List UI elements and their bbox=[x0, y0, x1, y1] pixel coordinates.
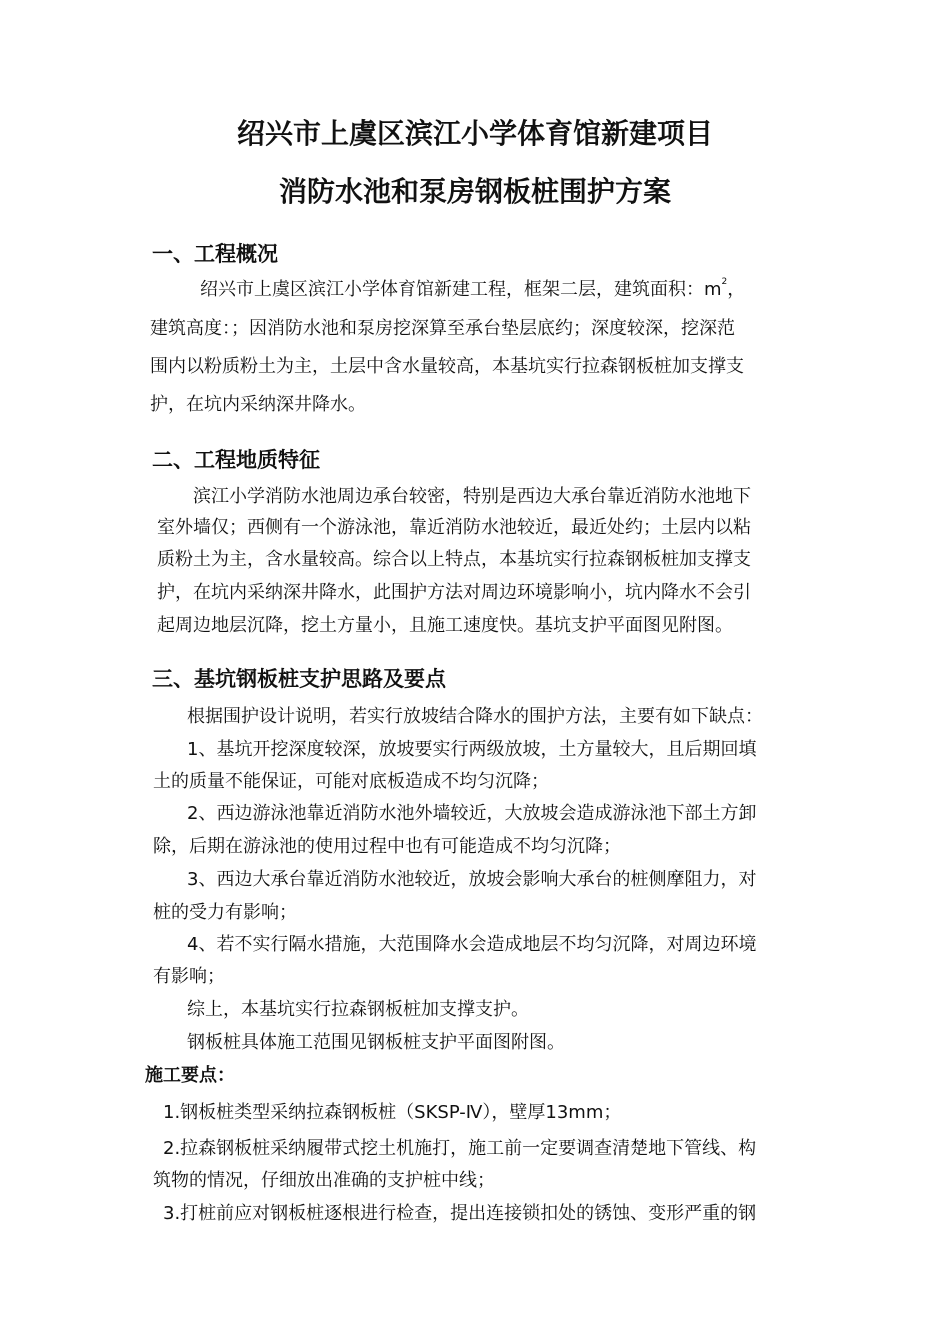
construction-point-2: 2.拉森钢板桩采纳履带式挖土机施打，施工前一定要调查清楚地下管线、构 bbox=[163, 1138, 757, 1159]
section-2-heading: 二、工程地质特征 bbox=[152, 448, 320, 472]
section-2-line-3: 质粉土为主，含水量较高。综合以上特点，本基坑实行拉森钢板桩加支撑支 bbox=[157, 549, 751, 570]
section-3-line-2: 1、基坑开挖深度较深，放坡要实行两级放坡，土方量较大，且后期回填 bbox=[187, 739, 757, 760]
section-3-line-8: 4、若不实行隔水措施，大范围降水会造成地层不均匀沉降，对周边环境 bbox=[187, 934, 757, 955]
construction-points-heading: 施工要点： bbox=[145, 1065, 235, 1086]
section-1-heading: 一、工程概况 bbox=[152, 242, 278, 266]
section-1-line-2: 建筑高度：；因消防水池和泵房挖深算至承台垫层底约；深度较深，挖深范 bbox=[150, 318, 735, 339]
superscript-2: 2 bbox=[721, 277, 728, 287]
section-1-line-3: 围内以粉质粉土为主，土层中含水量较高，本基坑实行拉森钢板桩加支撑支 bbox=[150, 356, 744, 377]
section-3-line-6: 3、西边大承台靠近消防水池较近，放坡会影响大承台的桩侧摩阻力，对 bbox=[187, 869, 757, 890]
section-3-line-3: 土的质量不能保证，可能对底板造成不均匀沉降； bbox=[153, 771, 549, 792]
section-2-line-1: 滨江小学消防水池周边承台较密，特别是西边大承台靠近消防水池地下 bbox=[193, 486, 751, 507]
section-3-line-1: 根据围护设计说明，若实行放坡结合降水的围护方法，主要有如下缺点： bbox=[187, 706, 763, 727]
section-1-line-4: 护，在坑内采纳深井降水。 bbox=[150, 394, 366, 415]
section-3-line-11: 钢板桩具体施工范围见钢板桩支护平面图附图。 bbox=[187, 1032, 565, 1053]
construction-point-1: 1.钢板桩类型采纳拉森钢板桩（SKSP-Ⅳ），壁厚13mm； bbox=[163, 1102, 622, 1123]
construction-point-3: 3.打桩前应对钢板桩逐根进行检查，提出连接锁扣处的锈蚀、变形严重的钢 bbox=[163, 1203, 757, 1224]
document-title-line-2: 消防水池和泵房钢板桩围护方案 bbox=[278, 175, 671, 208]
section-3-line-10: 综上，本基坑实行拉森钢板桩加支撑支护。 bbox=[187, 999, 529, 1020]
section-1-line-1: 绍兴市上虞区滨江小学体育馆新建工程，框架二层，建筑面积：$m^2$， bbox=[200, 277, 746, 300]
section-3-line-4: 2、西边游泳池靠近消防水池外墙较近，大放坡会造成游泳池下部土方卸 bbox=[187, 803, 757, 824]
section-3-line-5: 除，后期在游泳池的使用过程中也有可能造成不均匀沉降； bbox=[153, 836, 621, 857]
section-2-line-2: 室外墙仅；西侧有一个游泳池，靠近消防水池较近，最近处约；土层内以粘 bbox=[157, 517, 751, 538]
section-2-line-5: 起周边地层沉降，挖土方量小，且施工速度快。基坑支护平面图见附图。 bbox=[157, 615, 733, 636]
construction-point-2-cont: 筑物的情况，仔细放出准确的支护桩中线； bbox=[153, 1170, 495, 1191]
section-2-line-4: 护，在坑内采纳深井降水，此围护方法对周边环境影响小，坑内降水不会引 bbox=[157, 582, 751, 603]
section-3-line-7: 桩的受力有影响； bbox=[153, 902, 297, 923]
document-title-line-1: 绍兴市上虞区滨江小学体育馆新建项目 bbox=[236, 117, 713, 150]
section-3-line-9: 有影响； bbox=[153, 966, 225, 987]
section-3-heading: 三、基坑钢板桩支护思路及要点 bbox=[152, 667, 446, 691]
